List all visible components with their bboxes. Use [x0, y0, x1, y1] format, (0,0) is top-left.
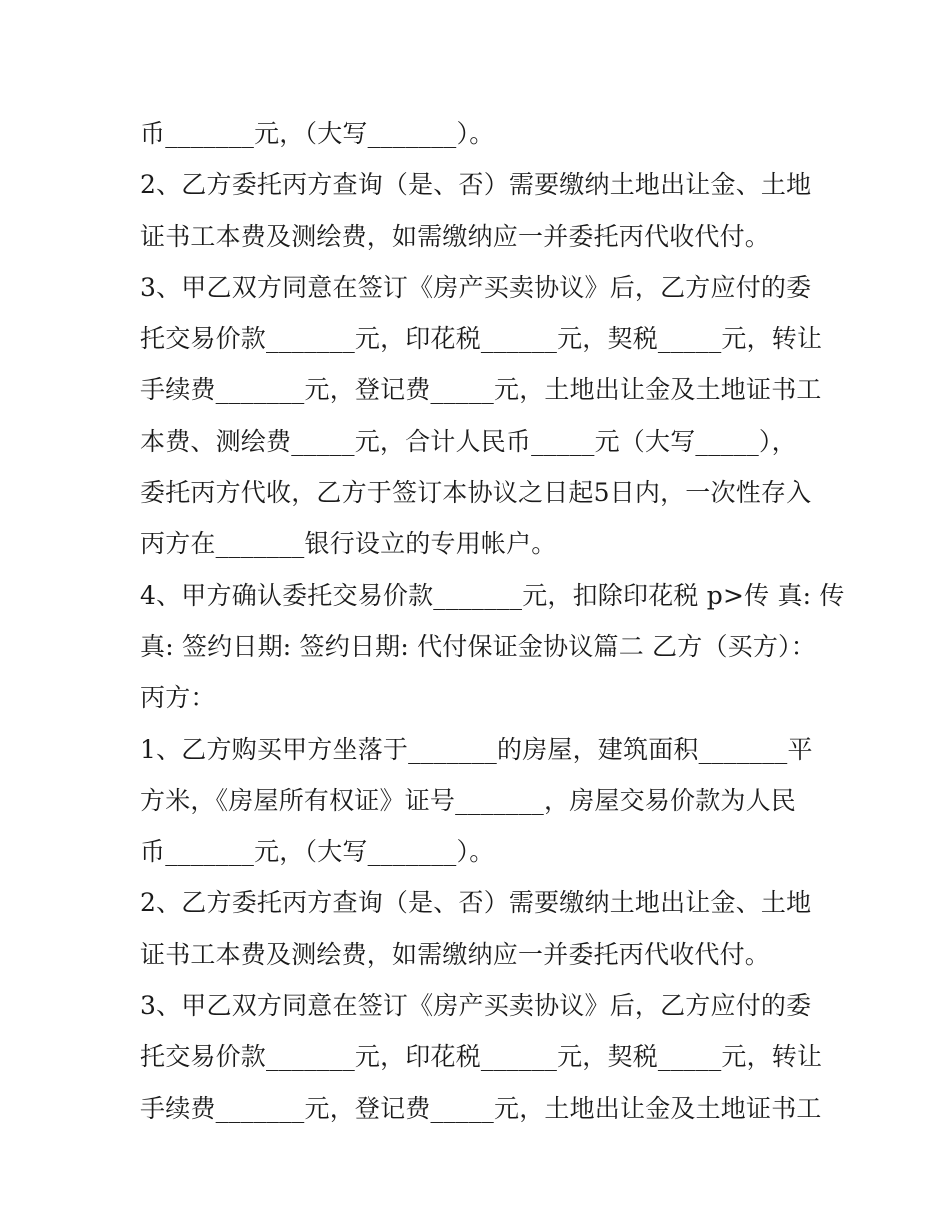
text-line: 丙方在_______银行设立的专用帐户。 [140, 529, 557, 559]
text-line: 3、甲乙双方同意在签订《房产买卖协议》后，乙方应付的委 [140, 272, 812, 302]
text-line: 丙方： [140, 683, 216, 713]
text-line: 证书工本费及测绘费，如需缴纳应一并委托丙代收代付。 [140, 939, 771, 969]
text-line: 币_______元，（大写_______）。 [140, 119, 495, 148]
text-line: 4、甲方确认委托交易价款_______元，扣除印花税 p>传 真: 传 [140, 580, 845, 610]
text-line: 3、甲乙双方同意在签订《房产买卖协议》后，乙方应付的委 [140, 991, 812, 1021]
text-line: 币_______元，（大写_______）。 [140, 837, 495, 867]
text-line: 本费、测绘费_____元，合计人民币_____元（大写_____）， [140, 426, 797, 456]
text-line: 手续费_______元，登记费_____元，土地出让金及土地证书工 [140, 1093, 822, 1123]
text-line: 真: 签约日期: 签约日期: 代付保证金协议篇二 乙方（买方）： [140, 631, 816, 661]
text-line: 2、乙方委托丙方查询（是、否）需要缴纳土地出让金、土地 [140, 170, 812, 200]
text-line: 2、乙方委托丙方查询（是、否）需要缴纳土地出让金、土地 [140, 888, 812, 918]
text-line: 托交易价款_______元，印花税______元，契税_____元，转让 [140, 1042, 823, 1072]
text-line: 手续费_______元，登记费_____元，土地出让金及土地证书工 [140, 375, 822, 405]
text-line: 委托丙方代收，乙方于签订本协议之日起5日内，一次性存入 [140, 478, 812, 508]
text-line: 方米，《房屋所有权证》证号_______，房屋交易价款为人民 [140, 785, 797, 815]
text-line: 托交易价款_______元，印花税______元，契税_____元，转让 [140, 324, 823, 354]
text-line: 1、乙方购买甲方坐落于_______的房屋，建筑面积_______平 [140, 734, 813, 764]
text-line: 证书工本费及测绘费，如需缴纳应一并委托丙代收代付。 [140, 221, 771, 251]
contract-body-text [140, 108, 845, 1134]
